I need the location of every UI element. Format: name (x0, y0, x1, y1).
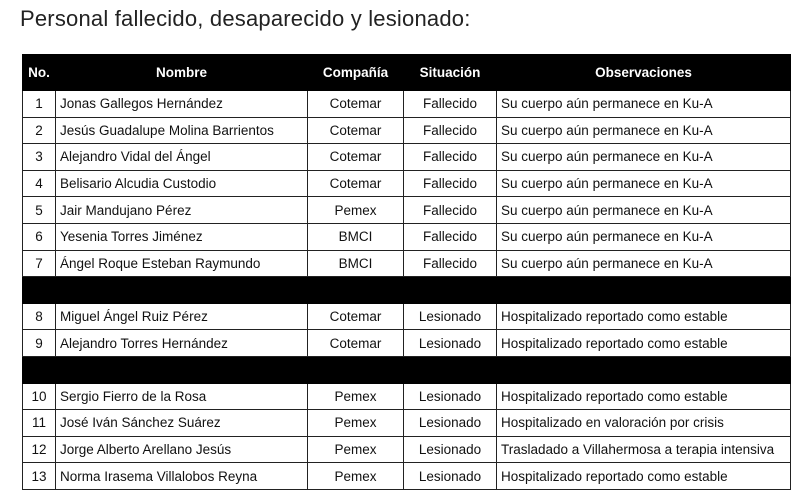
table-row (23, 330, 791, 357)
table-row (23, 170, 791, 197)
cell-compania: Pemex (308, 410, 404, 437)
cell-observaciones: Su cuerpo aún permanece en Ku-A (497, 117, 791, 144)
cell-compania: Cotemar (308, 91, 404, 118)
cell-observaciones: Su cuerpo aún permanece en Ku-A (497, 223, 791, 250)
cell-situacion: Lesionado (404, 463, 497, 490)
cell-observaciones: Hospitalizado reportado como estable (497, 463, 791, 490)
cell-situacion: Fallecido (404, 197, 497, 224)
column-header-situacion: Situación (404, 55, 497, 91)
column-header-observaciones: Observaciones (497, 55, 791, 91)
cell-compania: BMCI (308, 250, 404, 277)
cell-no: 1 (23, 91, 56, 118)
group-separator-row (23, 356, 791, 383)
cell-situacion: Lesionado (404, 383, 497, 410)
cell-situacion: Lesionado (404, 436, 497, 463)
table-row (23, 250, 791, 277)
cell-observaciones: Trasladado a Villahermosa a terapia intensiva (497, 436, 791, 463)
cell-compania: Cotemar (308, 117, 404, 144)
group-separator-row (23, 277, 791, 304)
cell-compania: BMCI (308, 223, 404, 250)
column-header-no: No. (23, 55, 56, 91)
personnel-table (22, 54, 791, 490)
table-row (23, 91, 791, 118)
cell-situacion: Fallecido (404, 170, 497, 197)
cell-nombre: Sergio Fierro de la Rosa (56, 383, 308, 410)
cell-nombre: Jorge Alberto Arellano Jesús (56, 436, 308, 463)
cell-nombre: Ángel Roque Esteban Raymundo (56, 250, 308, 277)
table-row (23, 383, 791, 410)
page-title: Personal fallecido, desaparecido y lesionado: (20, 6, 471, 31)
cell-nombre: Jesús Guadalupe Molina Barrientos (56, 117, 308, 144)
cell-compania: Cotemar (308, 144, 404, 171)
cell-no: 10 (23, 383, 56, 410)
table-row (23, 463, 791, 490)
cell-no: 13 (23, 463, 56, 490)
cell-observaciones: Su cuerpo aún permanece en Ku-A (497, 144, 791, 171)
column-header-compania: Compañía (308, 55, 404, 91)
cell-nombre: Alejandro Vidal del Ángel (56, 144, 308, 171)
cell-compania: Pemex (308, 197, 404, 224)
cell-compania: Cotemar (308, 330, 404, 357)
cell-observaciones: Su cuerpo aún permanece en Ku-A (497, 250, 791, 277)
cell-observaciones: Su cuerpo aún permanece en Ku-A (497, 91, 791, 118)
cell-nombre: Yesenia Torres Jiménez (56, 223, 308, 250)
cell-compania: Pemex (308, 463, 404, 490)
cell-observaciones: Su cuerpo aún permanece en Ku-A (497, 197, 791, 224)
cell-situacion: Fallecido (404, 223, 497, 250)
cell-observaciones: Su cuerpo aún permanece en Ku-A (497, 170, 791, 197)
cell-compania: Cotemar (308, 303, 404, 330)
cell-situacion: Lesionado (404, 410, 497, 437)
cell-nombre: José Iván Sánchez Suárez (56, 410, 308, 437)
table-row (23, 117, 791, 144)
cell-no: 12 (23, 436, 56, 463)
cell-nombre: Belisario Alcudia Custodio (56, 170, 308, 197)
table-row (23, 197, 791, 224)
cell-situacion: Fallecido (404, 91, 497, 118)
table-row (23, 410, 791, 437)
cell-observaciones: Hospitalizado reportado como estable (497, 303, 791, 330)
cell-nombre: Jonas Gallegos Hernández (56, 91, 308, 118)
cell-no: 11 (23, 410, 56, 437)
cell-no: 6 (23, 223, 56, 250)
cell-compania: Pemex (308, 436, 404, 463)
cell-observaciones: Hospitalizado reportado como estable (497, 383, 791, 410)
cell-nombre: Norma Irasema Villalobos Reyna (56, 463, 308, 490)
cell-nombre: Jair Mandujano Pérez (56, 197, 308, 224)
table-row (23, 436, 791, 463)
table-row (23, 144, 791, 171)
separator-cell (23, 277, 791, 304)
cell-situacion: Lesionado (404, 330, 497, 357)
cell-nombre: Miguel Ángel Ruiz Pérez (56, 303, 308, 330)
separator-cell (23, 356, 791, 383)
cell-observaciones: Hospitalizado reportado como estable (497, 330, 791, 357)
cell-situacion: Fallecido (404, 250, 497, 277)
cell-compania: Cotemar (308, 170, 404, 197)
cell-no: 5 (23, 197, 56, 224)
column-header-nombre: Nombre (56, 55, 308, 91)
cell-no: 3 (23, 144, 56, 171)
table-row (23, 223, 791, 250)
cell-nombre: Alejandro Torres Hernández (56, 330, 308, 357)
cell-situacion: Fallecido (404, 144, 497, 171)
cell-no: 2 (23, 117, 56, 144)
cell-no: 8 (23, 303, 56, 330)
cell-no: 7 (23, 250, 56, 277)
cell-situacion: Fallecido (404, 117, 497, 144)
table-row (23, 303, 791, 330)
cell-observaciones: Hospitalizado en valoración por crisis (497, 410, 791, 437)
cell-situacion: Lesionado (404, 303, 497, 330)
cell-no: 4 (23, 170, 56, 197)
cell-compania: Pemex (308, 383, 404, 410)
cell-no: 9 (23, 330, 56, 357)
table-header-row (23, 55, 791, 91)
